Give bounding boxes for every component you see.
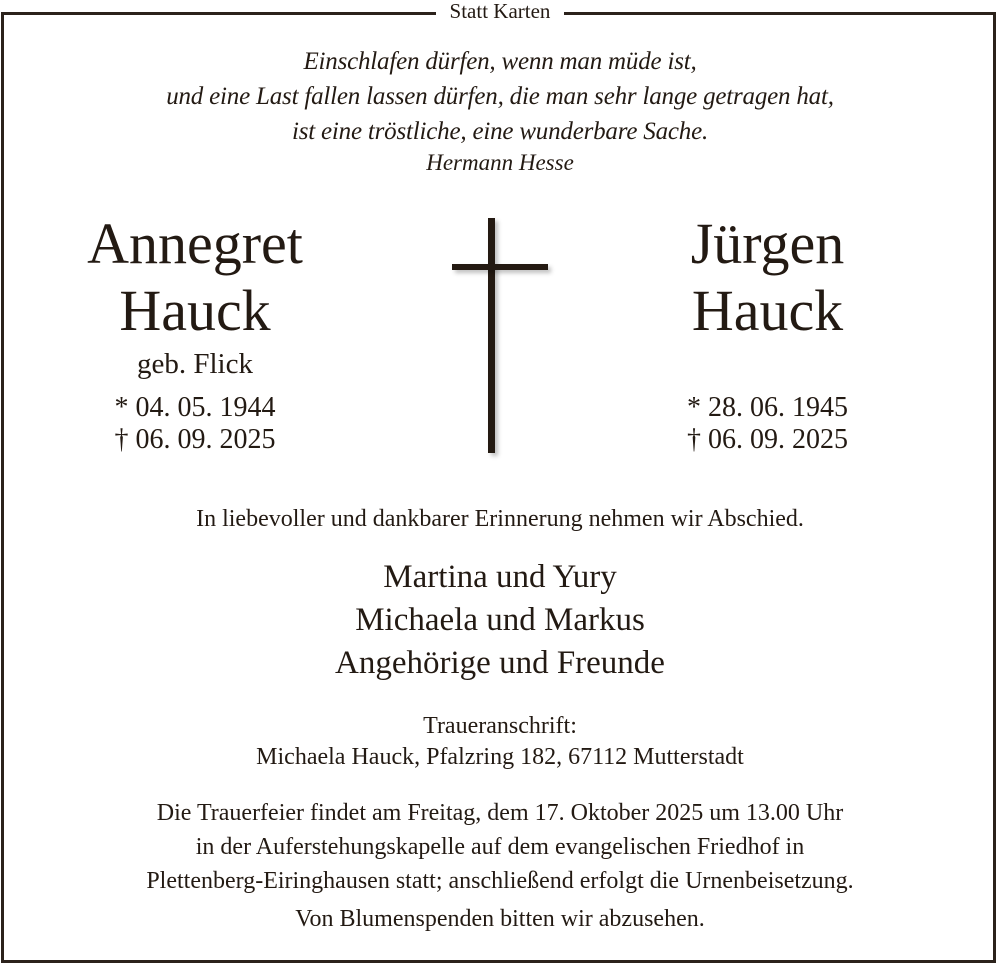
first-name: Annegret — [87, 211, 303, 276]
address-value: Michaela Hauck, Pfalzring 182, 67112 Mutterstadt — [256, 744, 744, 770]
death-date: † 06. 09. 2025 — [687, 424, 848, 455]
maiden-name: geb. Flick — [137, 348, 253, 380]
birth-date: * 28. 06. 1945 — [687, 392, 848, 423]
flowers-note: Von Blumenspenden bitten wir abzusehen. — [295, 906, 705, 932]
mourners-list — [0, 556, 1000, 685]
notice-header — [0, 0, 1000, 23]
ceremony-line: Die Trauerfeier findet am Freitag, dem 17. Oktober 2025 um 13.00 Uhr — [156, 800, 844, 826]
quote-line: ist eine tröstliche, eine wunderbare Sache. — [291, 118, 709, 145]
header-label: Statt Karten — [436, 0, 565, 23]
last-name: Hauck — [119, 278, 271, 343]
birth-date: * 04. 05. 1944 — [114, 392, 276, 423]
quote — [0, 44, 1000, 149]
ceremony-line: in der Auferstehungskapelle auf dem evangelischen Friedhof in — [195, 834, 805, 860]
first-name: Jürgen — [690, 211, 845, 276]
quote-author: Hermann Hesse — [426, 150, 574, 175]
death-date: † 06. 09. 2025 — [114, 424, 276, 455]
cross-icon — [452, 218, 552, 456]
farewell-text: In liebevoller und dankbarer Erinnerung nehmen wir Abschied. — [196, 506, 804, 532]
maiden-name — [650, 344, 885, 384]
mourner: Michaela und Markus — [355, 602, 645, 638]
address-label: Traueranschrift: — [423, 713, 577, 739]
deceased-annegret — [45, 210, 345, 456]
mourner: Angehörige und Freunde — [335, 645, 665, 681]
last-name: Hauck — [691, 278, 844, 343]
quote-line: Einschlafen dürfen, wenn man müde ist, — [303, 48, 697, 75]
ceremony-line: Plettenberg-Eiringhausen statt; anschließend erfolgt die Urnenbeisetzung. — [146, 868, 854, 894]
deceased-juergen — [650, 210, 885, 456]
mourner: Martina und Yury — [383, 559, 617, 595]
mourning-address — [0, 711, 1000, 773]
quote-line: und eine Last fallen lassen dürfen, die man sehr lange getragen hat, — [166, 83, 834, 110]
ceremony-info — [0, 796, 1000, 898]
